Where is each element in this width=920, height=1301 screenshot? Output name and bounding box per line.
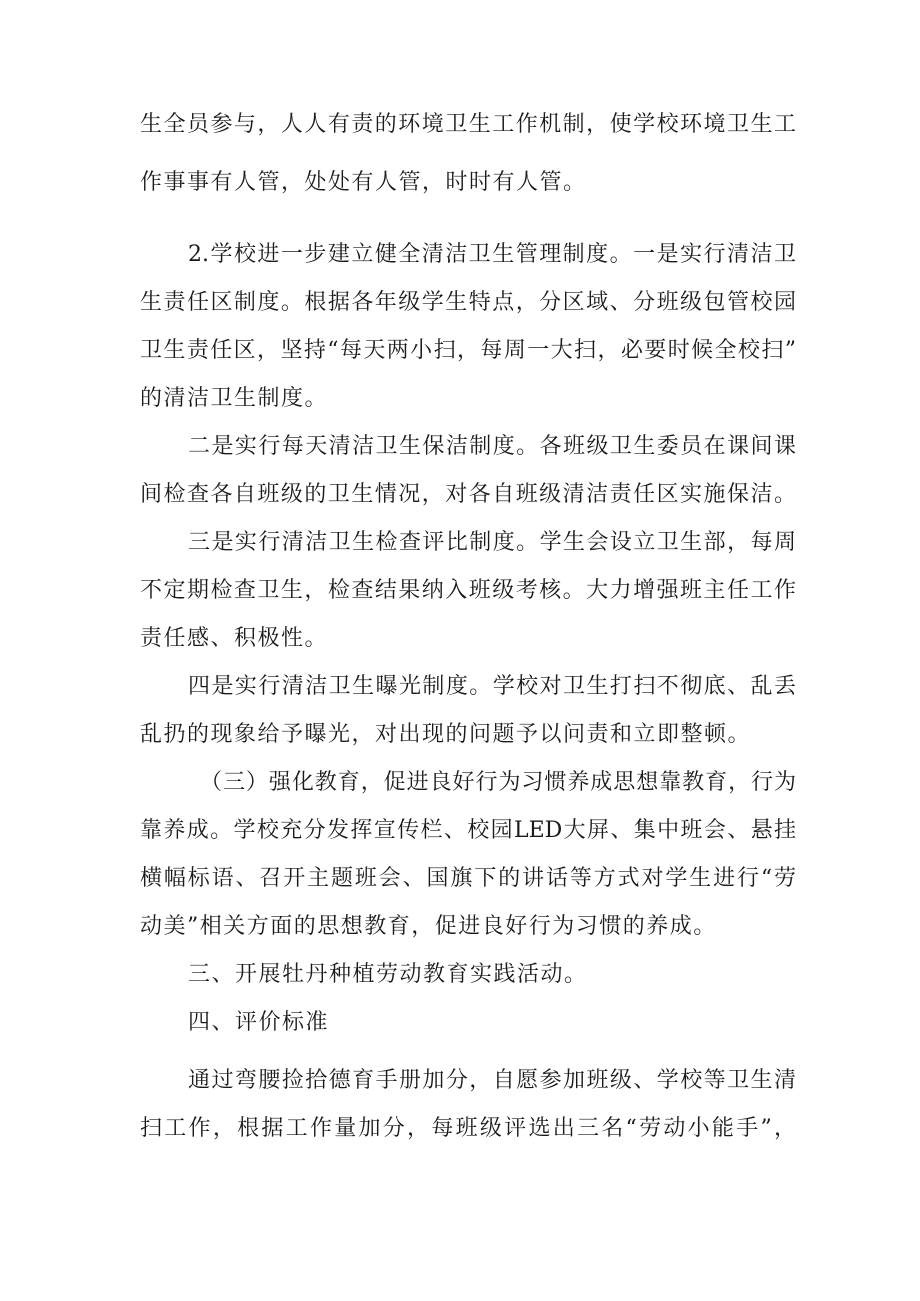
text-line: 三是实行清洁卫生检查评比制度。学生会设立卫生部，每周	[188, 530, 796, 555]
text-line: 靠养成。学校充分发挥宣传栏、校园LED大屏、集中班会、悬挂	[140, 818, 796, 843]
text-line: 乱扔的现象给予曝光，对出现的问题予以问责和立即整顿。	[140, 722, 752, 747]
text-line: 2.学校进一步建立健全清洁卫生管理制度。一是实行清洁卫	[188, 242, 796, 267]
text-line: 责任感、积极性。	[140, 626, 329, 651]
text-line: 通过弯腰捡拾德育手册加分，自愿参加班级、学校等卫生清	[188, 1068, 796, 1093]
text-line: 的清洁卫生制度。	[140, 386, 329, 411]
section-heading: 三、开展牡丹种植劳动教育实践活动。	[188, 962, 588, 987]
text-line: 四是实行清洁卫生曝光制度。学校对卫生打扫不彻底、乱丢	[188, 674, 796, 699]
text-line: 间检查各自班级的卫生情况，对各自班级清洁责任区实施保洁。	[140, 482, 796, 507]
text-line: 扫工作，根据工作量加分，每班级评选出三名“劳动小能手”，	[140, 1116, 796, 1141]
text-line: 横幅标语、召开主题班会、国旗下的讲话等方式对学生进行“劳	[140, 866, 796, 891]
text-line: 作事事有人管，处处有人管，时时有人管。	[140, 170, 587, 195]
text-line: 卫生责任区，坚持“每天两小扫，每周一大扫，必要时候全校扫”	[140, 338, 796, 363]
text-line: 不定期检查卫生，检查结果纳入班级考核。大力增强班主任工作	[140, 578, 796, 603]
section-heading: 四、评价标准	[188, 1010, 330, 1035]
text-line: 动美”相关方面的思想教育，促进良好行为习惯的养成。	[140, 914, 717, 939]
text-line: 生责任区制度。根据各年级学生特点，分区域、分班级包管校园	[140, 290, 796, 315]
text-line: 二是实行每天清洁卫生保洁制度。各班级卫生委员在课间课	[188, 434, 796, 459]
text-line: 生全员参与，人人有责的环境卫生工作机制，使学校环境卫生工	[140, 112, 796, 137]
text-line: （三）强化教育，促进良好行为习惯养成思想靠教育，行为	[200, 770, 796, 795]
